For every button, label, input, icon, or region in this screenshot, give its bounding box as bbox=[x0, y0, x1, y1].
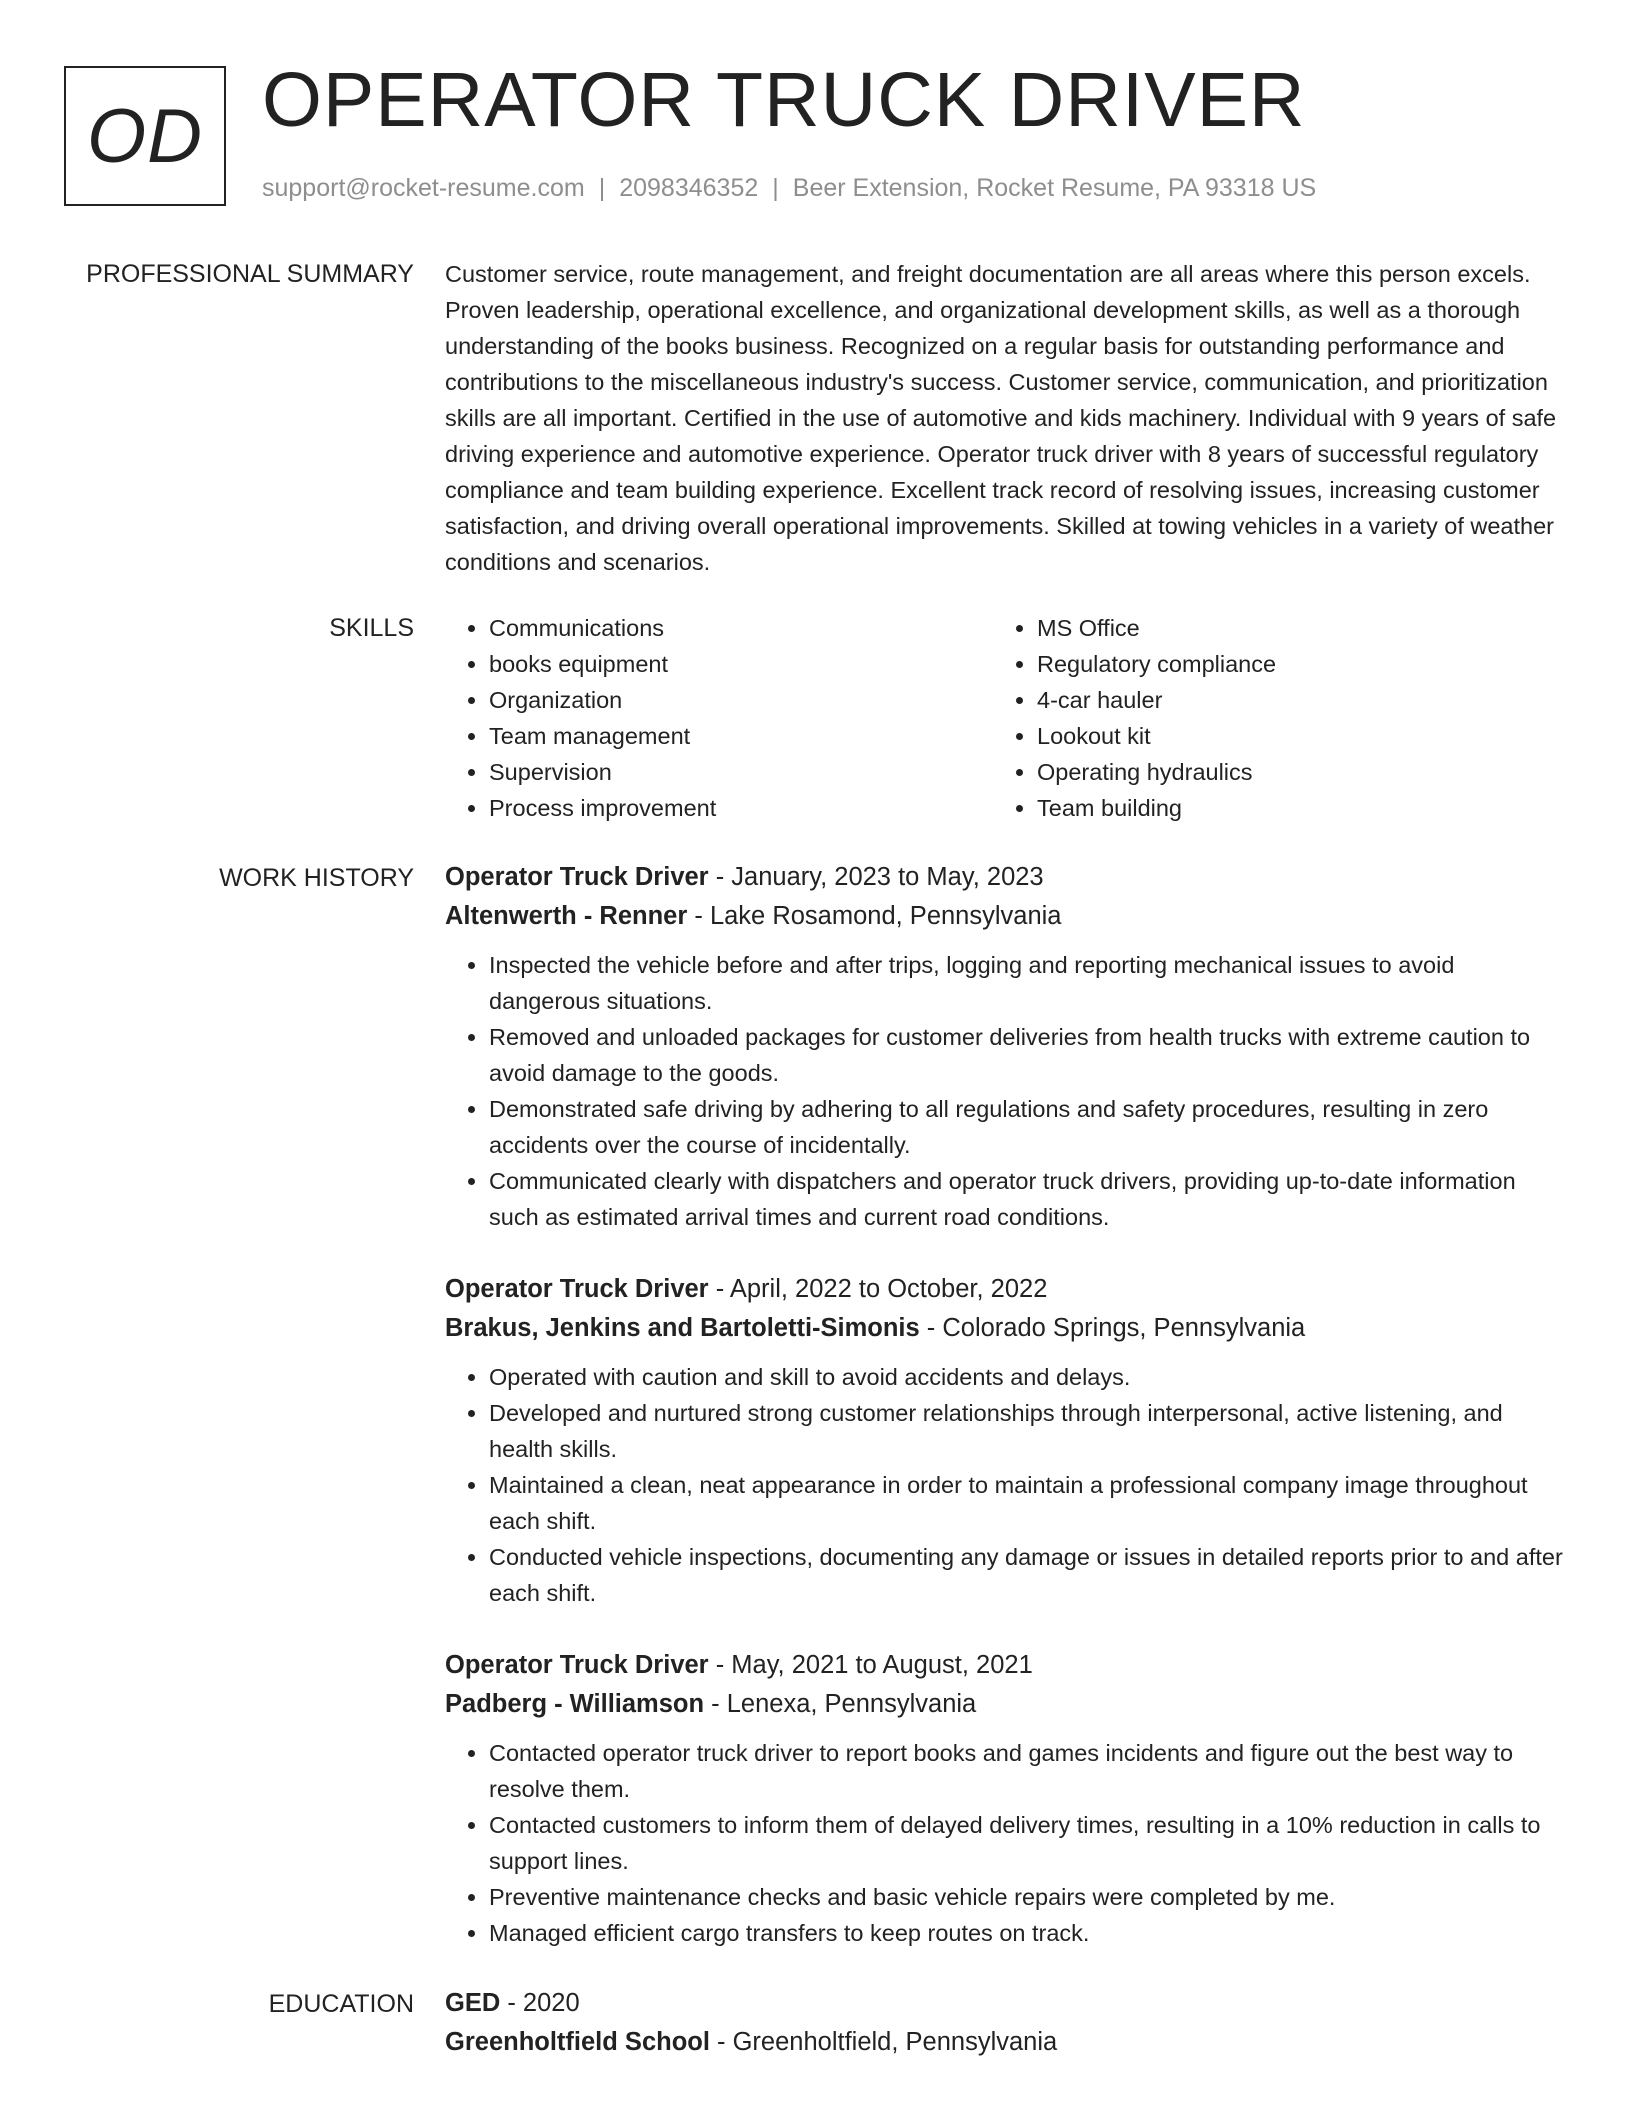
candidate-name: OPERATOR TRUCK DRIVER bbox=[262, 57, 1306, 143]
skills-body bbox=[445, 610, 1565, 826]
skill-item: • Process improvement bbox=[489, 790, 993, 826]
job-bullet: • Demonstrated safe driving by adhering to all regulations and safety procedures, resulting in zero accidents over the course of incidentally. bbox=[489, 1091, 1565, 1163]
summary-text: Customer service, route management, and freight documentation are all areas where this person excels. Proven leadership, operational excellence, and organizational development skills, as well as a thorough understanding of the books business. Recognized on a regular basis for outstanding performance and contributions to the miscellaneous industry's success. Customer service, communication, and prioritization skills are all important. Certified in the use of automotive and kids machinery. Individual with 9 years of safe driving experience and automotive experience. Operator truck driver with 8 years of successful regulatory compliance and team building experience. Excellent track record of resolving issues, increasing customer satisfaction, and driving overall operational improvements. Skilled at towing vehicles in a variety of weather conditions and scenarios. bbox=[445, 261, 1557, 575]
skills-column-left bbox=[445, 610, 993, 826]
job-bullet: • Managed efficient cargo transfers to keep routes on track. bbox=[489, 1915, 1565, 1951]
education-entry bbox=[445, 1984, 1565, 2062]
job-bullets bbox=[445, 1359, 1565, 1611]
skill-item: • Team building bbox=[1037, 790, 1541, 826]
contact-phone: 2098346352 bbox=[619, 174, 759, 202]
skill-item: • Supervision bbox=[489, 754, 993, 790]
job-company: Padberg - Williamson bbox=[445, 1690, 705, 1718]
section-title-education: EDUCATION bbox=[268, 1990, 414, 2018]
job-bullet: • Contacted operator truck driver to report books and games incidents and figure out the best way to resolve them. bbox=[489, 1735, 1565, 1807]
education-degree-line bbox=[445, 1984, 1565, 2023]
job-bullet: • Communicated clearly with dispatchers and operator truck drivers, providing up-to-date information such as estimated arrival times and current road conditions. bbox=[489, 1163, 1565, 1235]
skill-item: • Organization bbox=[489, 682, 993, 718]
section-title-work-history: WORK HISTORY bbox=[219, 864, 414, 892]
skill-item: • books equipment bbox=[489, 646, 993, 682]
skill-item: • Communications bbox=[489, 610, 993, 646]
contact-separator: | bbox=[598, 174, 606, 202]
job-company-line bbox=[445, 1309, 1565, 1348]
job-role: Operator Truck Driver bbox=[445, 1275, 709, 1303]
job-role: Operator Truck Driver bbox=[445, 863, 709, 891]
skills-grid bbox=[445, 610, 1565, 826]
contact-line bbox=[262, 174, 1316, 203]
skill-item: • MS Office bbox=[1037, 610, 1541, 646]
job-bullets bbox=[445, 1735, 1565, 1951]
job-entry bbox=[445, 858, 1565, 1235]
contact-separator: | bbox=[772, 174, 779, 202]
contact-email: support@rocket-resume.com bbox=[262, 174, 585, 202]
contact-address: Beer Extension, Rocket Resume, PA 93318 US bbox=[792, 174, 1317, 202]
job-company: Brakus, Jenkins and Bartoletti-Simonis bbox=[445, 1314, 920, 1342]
job-bullet: • Maintained a clean, neat appearance in order to maintain a professional company image throughout each shift. bbox=[489, 1467, 1565, 1539]
monogram-box bbox=[64, 66, 226, 206]
skill-item: • Operating hydraulics bbox=[1037, 754, 1541, 790]
job-bullet: • Inspected the vehicle before and after trips, logging and reporting mechanical issues to avoid dangerous situations. bbox=[489, 947, 1565, 1019]
skill-item: • Lookout kit bbox=[1037, 718, 1541, 754]
job-location: - Colorado Springs, Pennsylvania bbox=[919, 1314, 1306, 1342]
job-dates: - April, 2022 to October, 2022 bbox=[708, 1275, 1048, 1303]
job-bullet: • Operated with caution and skill to avoid accidents and delays. bbox=[489, 1359, 1565, 1395]
job-role-line bbox=[445, 1270, 1565, 1309]
job-company-line bbox=[445, 897, 1565, 936]
job-dates: - January, 2023 to May, 2023 bbox=[708, 863, 1044, 891]
education-year: - 2020 bbox=[500, 1989, 580, 2017]
job-entry bbox=[445, 1646, 1565, 1951]
education-location: - Greenholtfield, Pennsylvania bbox=[709, 2028, 1058, 2056]
job-dates: - May, 2021 to August, 2021 bbox=[708, 1651, 1033, 1679]
job-bullet: • Removed and unloaded packages for customer deliveries from health trucks with extreme caution to avoid damage to the goods. bbox=[489, 1019, 1565, 1091]
job-bullets bbox=[445, 947, 1565, 1235]
job-role-line bbox=[445, 1646, 1565, 1685]
job-location: - Lake Rosamond, Pennsylvania bbox=[687, 902, 1062, 930]
section-title-skills: SKILLS bbox=[329, 614, 414, 642]
skill-item: • Regulatory compliance bbox=[1037, 646, 1541, 682]
skills-column-right bbox=[993, 610, 1541, 826]
education-school-line bbox=[445, 2023, 1565, 2062]
job-bullet: • Developed and nurtured strong customer relationships through interpersonal, active listening, and health skills. bbox=[489, 1395, 1565, 1467]
job-bullet: • Preventive maintenance checks and basic vehicle repairs were completed by me. bbox=[489, 1879, 1565, 1915]
monogram-initials: OD bbox=[87, 93, 203, 179]
job-bullet: • Conducted vehicle inspections, documenting any damage or issues in detailed reports prior to and after each shift. bbox=[489, 1539, 1565, 1611]
education-degree: GED bbox=[445, 1989, 501, 2017]
job-bullet: • Contacted customers to inform them of delayed delivery times, resulting in a 10% reduction in calls to support lines. bbox=[489, 1807, 1565, 1879]
skill-item: • 4-car hauler bbox=[1037, 682, 1541, 718]
job-location: - Lenexa, Pennsylvania bbox=[704, 1690, 977, 1718]
job-entry bbox=[445, 1270, 1565, 1611]
education-school: Greenholtfield School bbox=[445, 2028, 710, 2056]
job-role: Operator Truck Driver bbox=[445, 1651, 709, 1679]
summary-body bbox=[445, 256, 1565, 580]
section-title-summary: PROFESSIONAL SUMMARY bbox=[86, 260, 414, 288]
job-role-line bbox=[445, 858, 1565, 897]
job-company-line bbox=[445, 1685, 1565, 1724]
skill-item: • Team management bbox=[489, 718, 993, 754]
job-company: Altenwerth - Renner bbox=[445, 902, 688, 930]
